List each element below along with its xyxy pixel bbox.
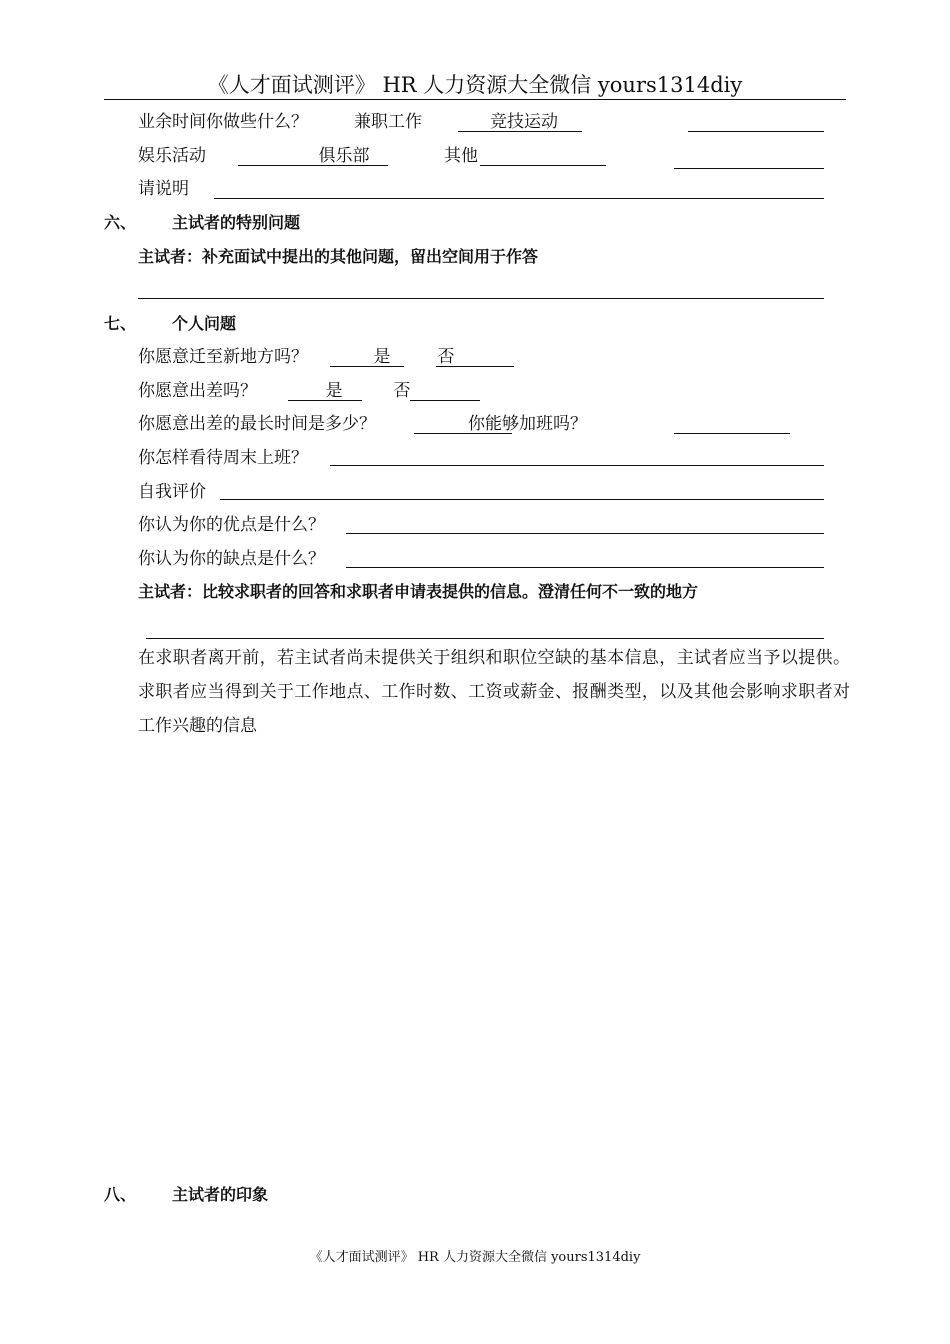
- header-rule: [104, 99, 846, 100]
- overtime-question: 你能够加班吗？: [468, 414, 587, 434]
- relocate-yes: 是: [373, 347, 391, 367]
- travel-question: 你愿意出差吗？: [138, 381, 257, 401]
- relocate-question: 你愿意迁至新地方吗？: [138, 347, 308, 367]
- explain-label: 请说明: [138, 179, 189, 199]
- section7-title: 个人问题: [172, 314, 237, 333]
- strengths-blank[interactable]: [346, 533, 824, 534]
- weekend-question: 你怎样看待周末上班？: [138, 448, 308, 468]
- relocate-no-blank[interactable]: [436, 366, 514, 367]
- section6-title: 主试者的特别问题: [172, 213, 301, 232]
- spare-time-extra-blank[interactable]: [688, 131, 824, 132]
- weaknesses-blank[interactable]: [346, 567, 824, 568]
- weaknesses-question: 你认为你的缺点是什么？: [138, 549, 325, 569]
- section7-note-blank[interactable]: [146, 638, 824, 639]
- self-eval-label: 自我评价: [138, 482, 206, 502]
- self-eval-blank[interactable]: [220, 499, 824, 500]
- entertainment-extra-blank[interactable]: [674, 168, 824, 169]
- part-time-label: 兼职工作: [354, 112, 422, 132]
- section8-title: 主试者的印象: [172, 1185, 269, 1204]
- spare-time-question: 业余时间你做些什么？: [138, 112, 308, 132]
- page-footer: 《人才面试测评》 HR 人力资源大全微信 yours1314diy: [309, 1250, 641, 1265]
- section8-number: 八、: [104, 1185, 137, 1204]
- sports-option: 竞技运动: [490, 112, 558, 132]
- travel-no: 否: [393, 381, 411, 401]
- weekend-blank[interactable]: [330, 465, 824, 466]
- section7-number: 七、: [104, 314, 137, 333]
- other-blank[interactable]: [480, 165, 606, 166]
- explain-blank[interactable]: [214, 198, 824, 199]
- strengths-question: 你认为你的优点是什么？: [138, 515, 325, 535]
- page-header: 《人才面试测评》 HR 人力资源大全微信 yours1314diy: [207, 73, 743, 97]
- relocate-no: 否: [437, 347, 455, 367]
- travel-max-question: 你愿意出差的最长时间是多少？: [138, 414, 376, 434]
- other-label: 其他: [444, 146, 478, 166]
- section6-number: 六、: [104, 213, 137, 232]
- section7-note: 主试者：比较求职者的回答和求职者申请表提供的信息。澄清任何不一致的地方: [138, 582, 699, 601]
- closing-paragraph: 在求职者离开前，若主试者尚未提供关于组织和职位空缺的基本信息，主试者应当予以提供。求职者应当得到关于工作地点、工作时数、工资或薪金、报酬类型，以及其他会影响求职者对工作兴趣的信息: [138, 648, 850, 736]
- entertainment-label: 娱乐活动: [138, 146, 206, 166]
- travel-no-blank[interactable]: [410, 400, 480, 401]
- club-option: 俱乐部: [318, 146, 370, 166]
- section6-note: 主试者：补充面试中提出的其他问题，留出空间用于作答: [138, 247, 539, 266]
- overtime-blank[interactable]: [674, 433, 790, 434]
- section6-answer-blank[interactable]: [138, 298, 824, 299]
- travel-yes: 是: [325, 381, 343, 401]
